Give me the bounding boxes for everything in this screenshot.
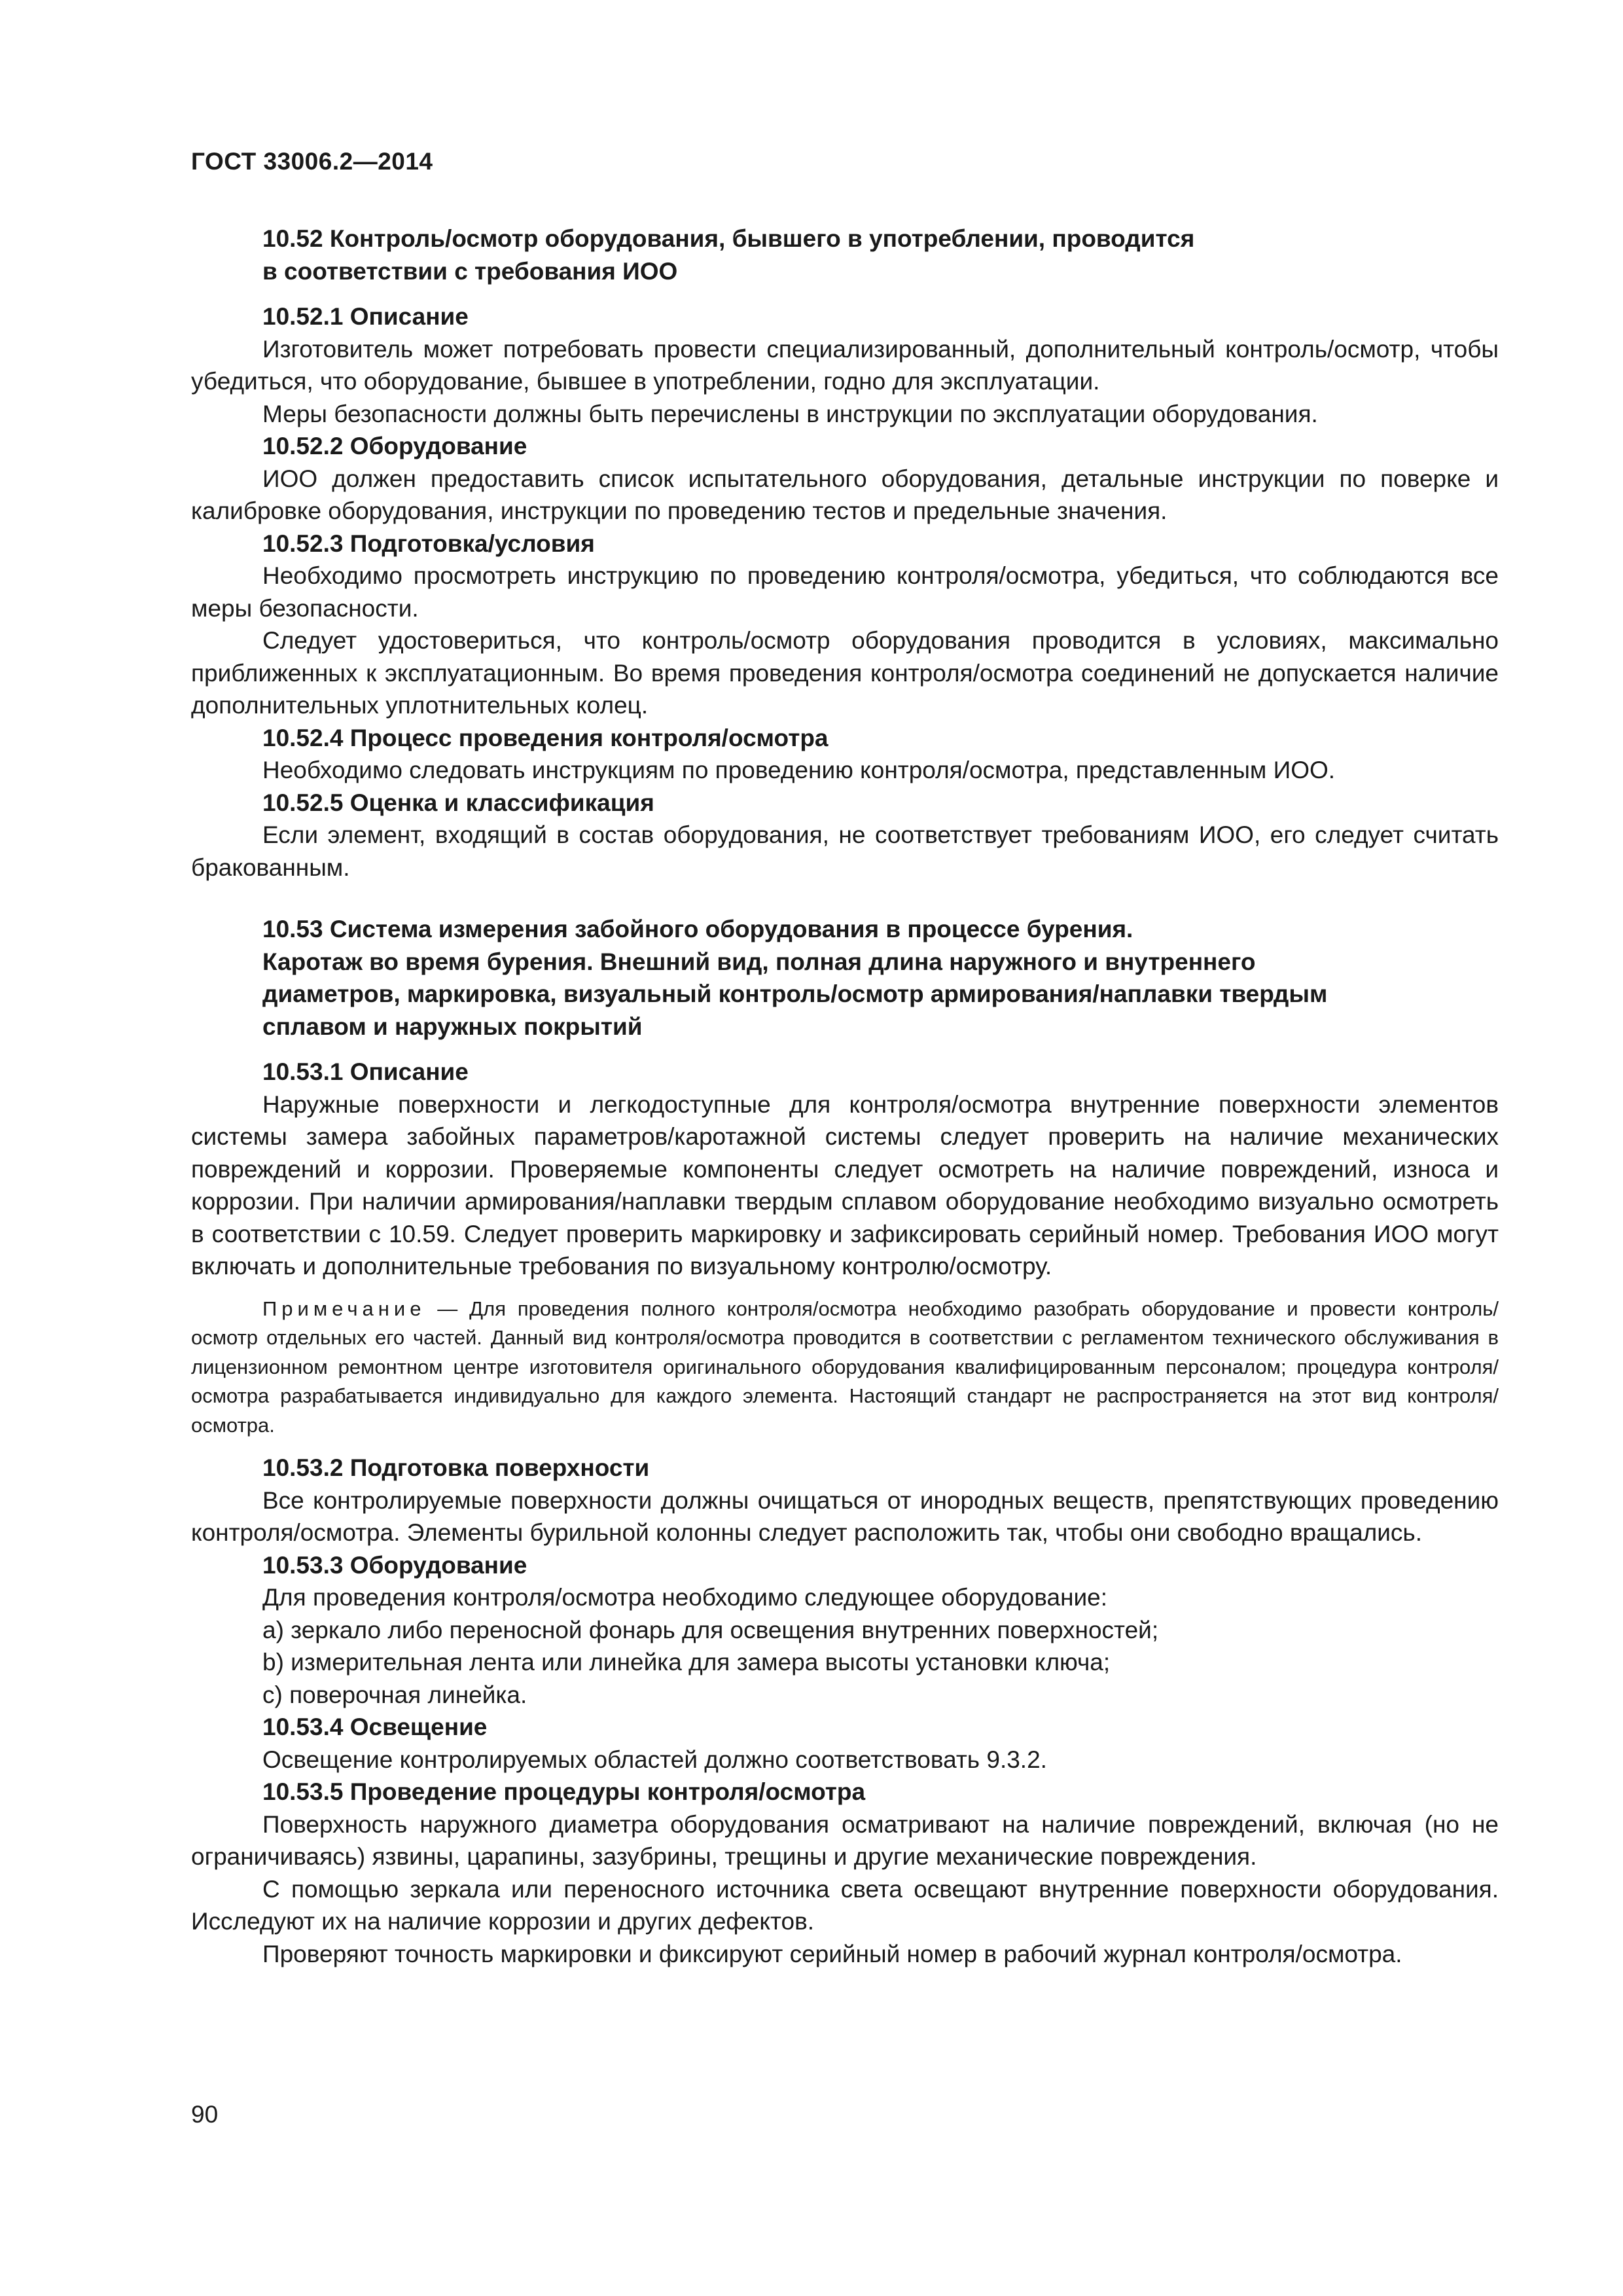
subsection-10-52-2-heading: 10.52.2 Оборудование [262, 433, 527, 459]
note [191, 1295, 1499, 1441]
paragraph: С помощью зеркала или переносного источника света освещают внутренние поверхности оборудования. Исследуют их на наличие коррозии и других дефектов. [191, 1875, 1499, 1935]
paragraph: Изготовитель может потребовать провести специализированный, дополнительный контроль/осмотр, чтобы убедиться, что оборудование, бывшее в употреблении, годно для эксплуатации. [191, 335, 1499, 395]
subsection-10-53-1-heading: 10.53.1 Описание [262, 1058, 469, 1085]
paragraph: Поверхность наружного диаметра оборудования осматривают на наличие повреждений, включая (но не ограничиваясь) язвины, царапины, зазубрины, трещины и другие механические повреждения. [191, 1810, 1499, 1870]
list-item: с) поверочная линейка. [262, 1681, 527, 1708]
subsection-10-52-3-heading: 10.52.3 Подготовка/условия [262, 529, 595, 557]
section-title-line: в соответствии с требования ИОО [262, 257, 678, 285]
subsection-10-53-4-heading: 10.53.4 Освещение [262, 1713, 488, 1740]
subsection-10-52-4-heading: 10.52.4 Процесс проведения контроля/осмотра [262, 724, 829, 751]
section-title-line: Каротаж во время бурения. Внешний вид, полная длина наружного и внутреннего [262, 948, 1256, 975]
paragraph: Проверяют точность маркировки и фиксируют серийный номер в рабочий журнал контроля/осмотра. [262, 1940, 1402, 1967]
paragraph: Меры безопасности должны быть перечислены в инструкции по эксплуатации оборудования. [262, 400, 1318, 427]
paragraph: Необходимо следовать инструкциям по проведению контроля/осмотра, представленным ИОО. [262, 757, 1336, 783]
subsection-10-53-2-heading: 10.53.2 Подготовка поверхности [262, 1454, 650, 1481]
paragraph: Наружные поверхности и легкодоступные для контроля/осмотра внутренние поверхности элементов системы замера забойных параметров/каротажной системы следует проверить на наличие механических повреждений и коррозии. Проверяемые компоненты следует осмотреть на наличие повреждений, износа и коррозии. При наличии армирования/наплавки твердым сплавом оборудование необходимо визуально осмотреть в соответствии с 10.59. Следует проверить маркировку и зафиксировать серийный номер. Требования ИОО могут включать и дополнительные требования по визуальному контролю/осмотру. [191, 1090, 1499, 1280]
subsection-10-52-5-heading: 10.52.5 Оценка и классификация [262, 789, 654, 816]
document-id-header: ГОСТ 33006.2—2014 [191, 148, 433, 175]
page-number: 90 [191, 2101, 219, 2128]
note-label: Примечание [262, 1297, 426, 1320]
section-title-line: 10.52 Контроль/осмотр оборудования, бывшего в употреблении, проводится [262, 225, 1195, 252]
paragraph: Все контролируемые поверхности должны очищаться от инородных веществ, препятствующих проведению контроля/осмотра. Элементы бурильной колонны следует расположить так, чтобы они свободно вращались. [191, 1486, 1499, 1546]
section-title-line: 10.53 Система измерения забойного оборудования в процессе бурения. [262, 916, 1133, 942]
list-item: b) измерительная лента или линейка для замера высоты установки ключа; [262, 1649, 1111, 1676]
paragraph: Для проведения контроля/осмотра необходимо следующее оборудование: [262, 1584, 1108, 1611]
paragraph: Если элемент, входящий в состав оборудования, не соответствует требованиям ИОО, его следует считать бракованным. [191, 821, 1499, 881]
list-item: а) зеркало либо переносной фонарь для освещения внутренних поверхностей; [262, 1616, 1159, 1643]
paragraph: Освещение контролируемых областей должно соответствовать 9.3.2. [262, 1746, 1047, 1773]
section-title-line: сплавом и наружных покрытий [262, 1013, 643, 1040]
subsection-10-53-3-heading: 10.53.3 Оборудование [262, 1551, 527, 1579]
paragraph: Следует удостовериться, что контроль/осмотр оборудования проводится в условиях, максимально приближенных к эксплуатационным. Во время проведения контроля/осмотра соединений не допускается наличие дополнительных уплотнительных колец. [191, 627, 1499, 719]
paragraph: ИОО должен предоставить список испытательного оборудования, детальные инструкции по поверке и калибровке оборудования, инструкции по проведению тестов и предельные значения. [191, 465, 1499, 524]
subsection-10-53-5-heading: 10.53.5 Проведение процедуры контроля/осмотра [262, 1778, 866, 1805]
paragraph: Необходимо просмотреть инструкцию по проведению контроля/осмотра, убедиться, что соблюдаются все меры безопасности. [191, 562, 1499, 622]
section-title-line: диаметров, маркировка, визуальный контроль/осмотр армирования/наплавки твердым [262, 980, 1328, 1007]
subsection-10-52-1-heading: 10.52.1 Описание [262, 303, 469, 330]
section-10-52-title [191, 223, 1499, 287]
note-text: — Для проведения полного контроля/осмотра необходимо разобрать оборудование и провести контроль/осмотр отдельных его частей. Данный вид контроля/осмотра проводится в соответствии с регламентом технического обслуживания в лицензионном ремонтном центре изготовителя оригинального оборудования квалифицированным персоналом; процедура контроля/осмотра разрабатывается индивидуально для каждого элемента. Настоящий стандарт не распространяется на этот вид контроля/осмотра. [191, 1297, 1499, 1437]
page-body [191, 223, 1499, 1970]
section-10-53-title [191, 913, 1499, 1043]
